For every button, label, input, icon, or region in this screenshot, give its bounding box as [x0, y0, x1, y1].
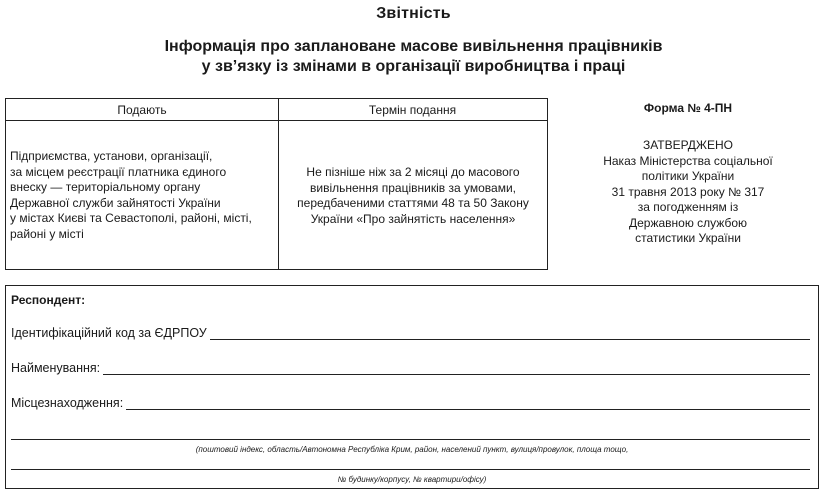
submitters-line: за місцем реєстрації платника єдиного	[10, 164, 227, 179]
submitters-line: Підприємства, установи, організації,	[10, 149, 213, 163]
submitters-line: Державної служби зайнятості України	[10, 195, 221, 210]
address-line-1[interactable]	[11, 439, 810, 440]
deadline-line: Не пізніше ніж за 2 місяці до масового	[306, 165, 520, 179]
submission-table	[5, 98, 548, 270]
edrpou-label: Ідентифікаційний код за ЄДРПОУ	[11, 326, 207, 340]
submitters-line: районі у місті	[10, 226, 84, 241]
address-line-2[interactable]	[11, 469, 810, 470]
column-header-deadline: Термін подання	[278, 99, 547, 121]
submitters-line: внеску — територіальному органу	[10, 180, 201, 194]
name-label: Найменування:	[11, 361, 101, 375]
address-note-2: № будинку/корпусу, № квартири/офісу)	[337, 475, 487, 484]
approval-line: ЗАТВЕРДЖЕНО	[642, 138, 734, 152]
address-note-1: (поштовий індекс, область/Автономна Республіка Крим, район, населений пункт, вулиця/провулок, площа тощо,	[195, 445, 629, 454]
form-number: Форма № 4-ПН	[643, 101, 733, 115]
submitters-line: у містах Києві та Севастополі, районі, місті,	[10, 211, 252, 225]
location-row	[11, 396, 810, 410]
approval-line: за погодженням із	[637, 200, 739, 214]
deadline-cell	[282, 165, 544, 227]
approval-line: Державною службою	[628, 215, 748, 230]
approval-line: політики України	[641, 169, 735, 183]
name-row	[11, 361, 810, 375]
respondent-title: Респондент:	[11, 293, 86, 307]
respondent-section	[5, 285, 819, 489]
approval-line: 31 травня 2013 року № 317	[611, 184, 765, 199]
location-label: Місцезнаходження:	[11, 396, 124, 410]
report-subtitle-line-2: у зв’язку із змінами в організації виробництва і праці	[201, 58, 626, 75]
approval-line: статистики України	[635, 231, 741, 245]
report-subtitle-line-1: Інформація про заплановане масове вивільнення працівників	[164, 38, 663, 55]
report-title: Звітність	[376, 5, 451, 22]
name-field[interactable]	[103, 362, 810, 375]
edrpou-row	[11, 326, 810, 340]
location-field[interactable]	[126, 397, 810, 410]
column-divider	[278, 99, 279, 269]
deadline-line: передбаченими статтями 48 та 50 Закону	[297, 196, 529, 210]
edrpou-field[interactable]	[210, 327, 810, 340]
deadline-line: вивільнення працівників за умовами,	[310, 180, 516, 195]
column-header-submitters: Подають	[6, 99, 278, 121]
deadline-line: України «Про зайнятість населення»	[310, 211, 516, 226]
submitters-cell	[10, 149, 276, 242]
approval-block	[583, 138, 793, 247]
approval-line: Наказ Міністерства соціальної	[603, 153, 773, 168]
